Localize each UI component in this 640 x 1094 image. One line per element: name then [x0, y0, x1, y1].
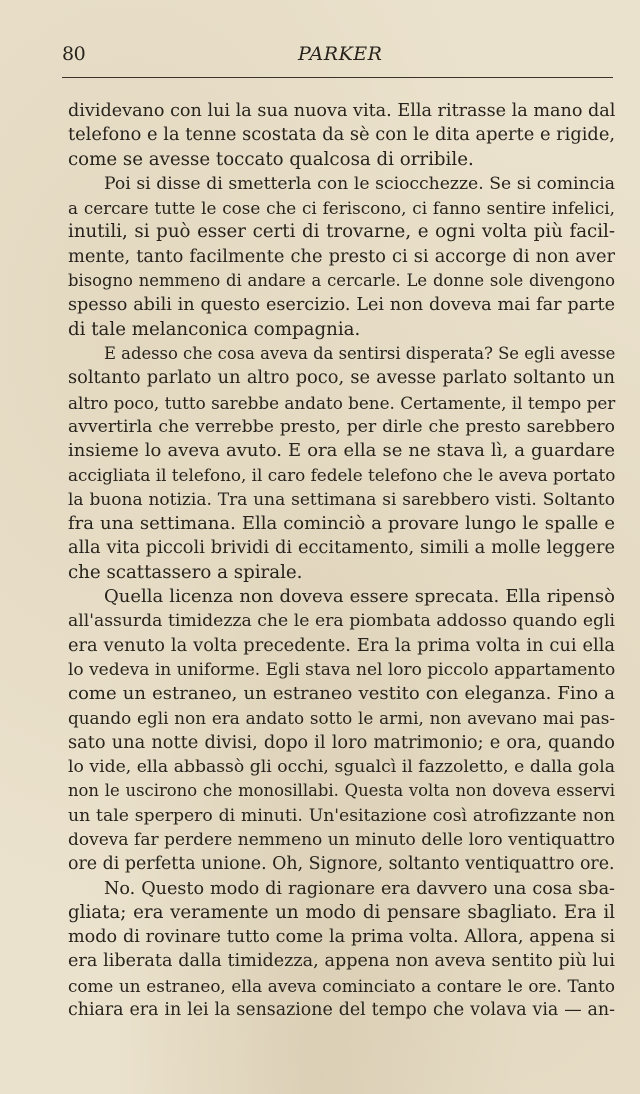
text-line: sato una notte divisi, dopo il loro matrimonio; e ora, quando [68, 731, 615, 753]
running-title: PARKER [298, 43, 383, 65]
text-line: era liberata dalla timidezza, appena non aveva sentito più lui [68, 951, 615, 972]
text-line: Quella licenza non doveva essere sprecata. Ella ripensò [104, 585, 615, 607]
text-line: insieme lo aveva avuto. E ora ella se ne stava lì, a guardare [68, 440, 615, 462]
text-line: non le uscirono che monosillabi. Questa volta non doveva esservi [68, 781, 615, 801]
text-line: No. Questo modo di ragionare era davvero una cosa sba- [104, 878, 615, 899]
text-line: doveva far perdere nemmeno un minuto delle loro ventiquattro [68, 829, 615, 850]
text-line: a cercare tutte le cose che ci feriscono, ci fanno sentire infelici, [68, 198, 615, 219]
text-line: mente, tanto facilmente che presto ci si accorge di non aver [68, 245, 615, 267]
text-line: la buona notizia. Tra una settimana si sarebbero visti. Soltanto [68, 489, 615, 510]
text-body [68, 99, 615, 1022]
text-line: fra una settimana. Ella cominciò a provare lungo le spalle e [68, 513, 615, 535]
text-line: che scattassero a spirale. [68, 561, 303, 583]
running-head [62, 43, 612, 73]
text-line: chiara era in lei la sensazione del tempo che volava via — an- [68, 999, 615, 1020]
text-line: avvertirla che verrebbe presto, per dirle che presto sarebbero [68, 416, 615, 437]
page-number: 80 [62, 43, 86, 65]
text-line: lo vide, ella abbassò gli occhi, sgualcì il fazzoletto, e dalla gola [68, 757, 615, 778]
text-line: altro poco, tutto sarebbe andato bene. Certamente, il tempo per [68, 392, 616, 413]
text-line: ore di perfetta unione. Oh, Signore, soltanto ventiquattro ore. [68, 854, 615, 875]
text-line: spesso abili in questo esercizio. Lei non doveva mai far parte [68, 295, 615, 316]
text-line: inutili, si può esser certi di trovarne, e ogni volta più facil- [68, 221, 615, 243]
text-line: di tale melanconica compagnia. [68, 318, 361, 340]
text-line: alla vita piccoli brividi di eccitamento, simili a molle leggere [68, 537, 615, 559]
text-line: come un estraneo, ella aveva cominciato a contare le ore. Tanto [68, 975, 615, 996]
text-line: come se avesse toccato qualcosa di orribile. [68, 148, 474, 170]
text-line: dividevano con lui la sua nuova vita. Ella ritrasse la mano dal [68, 101, 616, 121]
text-line: soltanto parlato un altro poco, se avesse parlato soltanto un [68, 367, 615, 389]
text-line: all'assurda timidezza che le era piombata addosso quando egli [68, 611, 615, 632]
text-line: un tale sperpero di minuti. Un'esitazione così atrofizzante non [68, 805, 615, 826]
text-line: era venuto la volta precedente. Era la prima volta in cui ella [68, 634, 615, 656]
text-line: bisogno nemmeno di andare a cercarle. Le donne sole divengono [68, 271, 615, 291]
text-line: telefono e la tenne scostata da sè con le dita aperte e rigide, [68, 124, 615, 146]
text-line: lo vedeva in uniforme. Egli stava nel loro piccolo appartamento [68, 659, 616, 680]
text-line: quando egli non era andato sotto le armi, non avevano mai pas- [68, 708, 615, 729]
text-line: gliata; era veramente un modo di pensare sbagliato. Era il [68, 901, 615, 923]
text-line: come un estraneo, un estraneo vestito con eleganza. Fino a [68, 683, 615, 705]
text-line: E adesso che cosa aveva da sentirsi disperata? Se egli avesse [104, 343, 616, 363]
header-rule [62, 77, 613, 78]
text-line: Poi si disse di smetterla con le sciocchezze. Se si comincia [104, 173, 615, 194]
text-line: modo di rovinare tutto come la prima volta. Allora, appena si [68, 927, 615, 948]
text-line: accigliata il telefono, il caro fedele telefono che le aveva portato [68, 465, 616, 486]
